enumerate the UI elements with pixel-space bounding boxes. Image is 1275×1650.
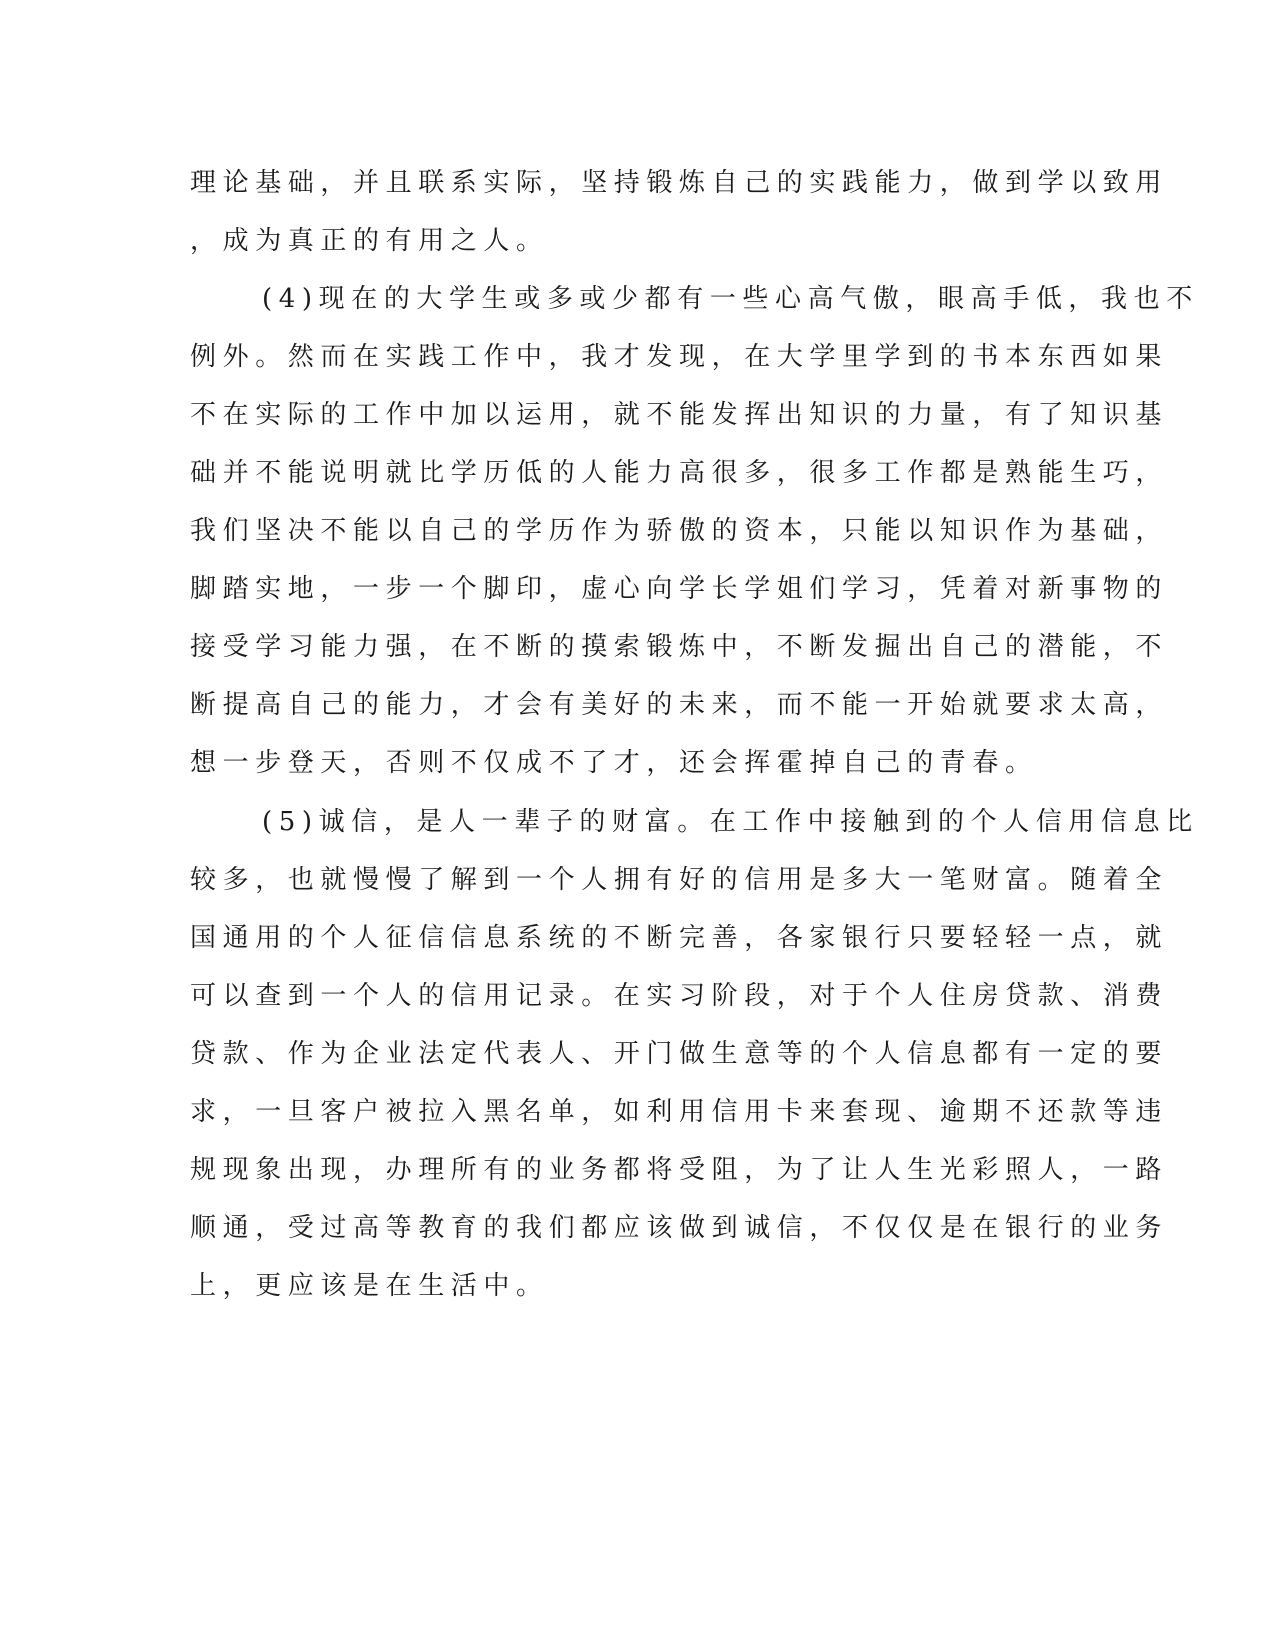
text-line: 规现象出现，办理所有的业务都将受阻，为了让人生光彩照人，一路 xyxy=(190,1155,1169,1185)
text-line: ，成为真正的有用之人。 xyxy=(190,226,549,256)
text-line: 接受学习能力强，在不断的摸索锻炼中，不断发掘出自己的潜能，不 xyxy=(190,632,1169,662)
text-line: 顺通，受过高等教育的我们都应该做到诚信，不仅仅是在银行的业务 xyxy=(190,1213,1169,1243)
text-line: 不在实际的工作中加以运用，就不能发挥出知识的力量，有了知识基 xyxy=(190,400,1169,430)
text-line: 可以查到一个人的信用记录。在实习阶段，对于个人住房贷款、消费 xyxy=(190,981,1169,1011)
text-line: 求，一旦客户被拉入黑名单，如利用信用卡来套现、逾期不还款等违 xyxy=(190,1097,1169,1127)
text-line: 断提高自己的能力，才会有美好的未来，而不能一开始就要求太高， xyxy=(190,690,1169,720)
text-line: 理论基础，并且联系实际，坚持锻炼自己的实践能力，做到学以致用 xyxy=(190,168,1169,198)
text-line: 础并不能说明就比学历低的人能力高很多，很多工作都是熟能生巧， xyxy=(190,458,1169,488)
text-line: 想一步登天，否则不仅成不了才，还会挥霍掉自己的青春。 xyxy=(190,748,1038,778)
text-line: 例外。然而在实践工作中，我才发现，在大学里学到的书本东西如果 xyxy=(190,342,1169,372)
text-line: 较多，也就慢慢了解到一个人拥有好的信用是多大一笔财富。随着全 xyxy=(190,865,1169,895)
paragraph-5-first-line: (5)诚信，是人一辈子的财富。在工作中接触到的个人信用信息比 xyxy=(262,807,1199,837)
text-line: 国通用的个人征信信息系统的不断完善，各家银行只要轻轻一点，就 xyxy=(190,923,1169,953)
text-line: 脚踏实地，一步一个脚印，虚心向学长学姐们学习，凭着对新事物的 xyxy=(190,574,1169,604)
paragraph-4-first-line: (4)现在的大学生或多或少都有一些心高气傲，眼高手低，我也不 xyxy=(262,284,1199,314)
text-line: 我们坚决不能以自己的学历作为骄傲的资本，只能以知识作为基础， xyxy=(190,516,1169,546)
text-line: 上，更应该是在生活中。 xyxy=(190,1271,549,1301)
text-line: 贷款、作为企业法定代表人、开门做生意等的个人信息都有一定的要 xyxy=(190,1039,1169,1069)
